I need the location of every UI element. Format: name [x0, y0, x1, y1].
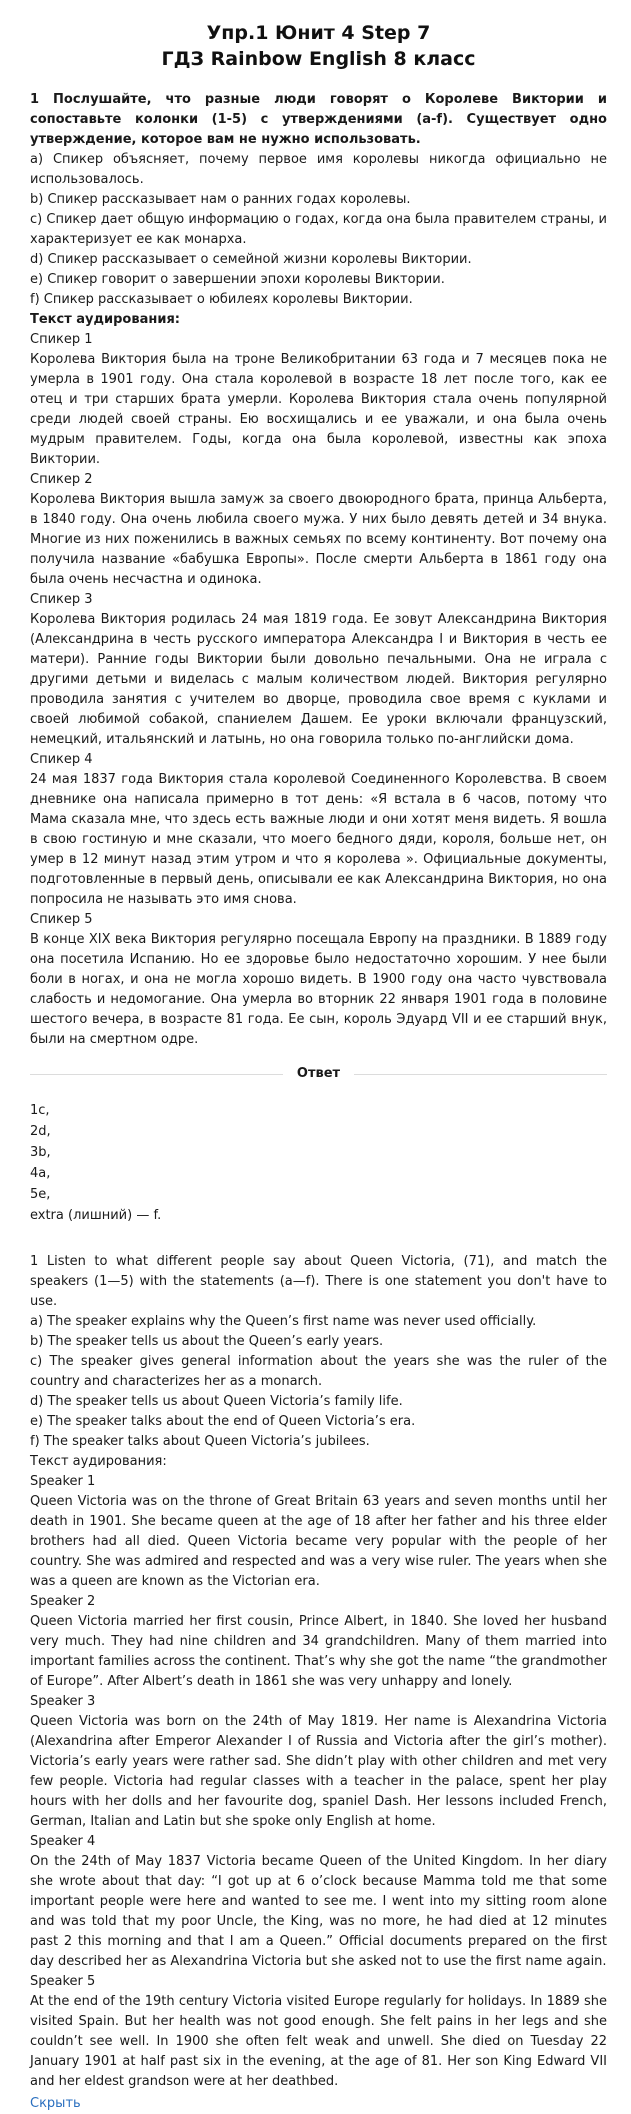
answer-item: 5e,	[30, 1187, 51, 1202]
ru-task: 1 Послушайте, что разные люди говорят о Королеве Виктории и сопоставьте колонки (1-5) с утверждениями (a-f). Существует одно утверждение, которое вам не нужно использовать.	[30, 92, 607, 147]
en-speaker-2-label: Speaker 2	[30, 1594, 96, 1609]
ru-speaker-5-text: В конце XIX века Виктория регулярно посещала Европу на праздники. В 1889 году она посетила Испанию. Но ее здоровье было недостаточно хорошим. У нее были боли в ногах, и она не могла хорошо видеть. В 1900 году она часто чувствовала слабость и недомогание. Она умерла во вторник 22 января 1901 года в половине шестого вечера, в возрасте 81 года. Ее сын, король Эдуард VII и ее старший внук, были на смертном одре.	[30, 932, 607, 1047]
answer-item: 1c,	[30, 1103, 50, 1118]
ru-statement-c: c) Спикер дает общую информацию о годах, когда она была правителем страны, и характеризует ее как монарха.	[30, 212, 607, 247]
ru-speaker-3-label: Спикер 3	[30, 592, 93, 607]
answer-item: 2d,	[30, 1124, 51, 1139]
en-speaker-3-label: Speaker 3	[30, 1694, 96, 1709]
russian-section	[30, 90, 607, 1050]
ru-statement-d: d) Спикер рассказывает о семейной жизни королевы Виктории.	[30, 252, 472, 267]
en-statement-d: d) The speaker tells us about Queen Victoria’s family life.	[30, 1394, 403, 1409]
answer-divider	[30, 1064, 607, 1084]
page-title	[30, 20, 607, 72]
ru-speaker-3-text: Королева Виктория родилась 24 мая 1819 года. Ее зовут Александрина Виктория (Александрина в честь русского императора Александра I и Виктория в честь ее матери). Ранние годы Виктории были довольно печальными. Она не играла с другими детьми и виделась с малым количеством людей. Виктория регулярно проводила занятия с учителем во дворце, проводила свое время с куклами и своей любимой собакой, спаниелем Дашем. Ее уроки включали французский, немецкий, итальянский и латынь, но она говорила только по-английски дома.	[30, 612, 607, 747]
ru-speaker-4-label: Спикер 4	[30, 752, 93, 767]
en-statement-f: f) The speaker talks about Queen Victoria’s jubilees.	[30, 1434, 370, 1449]
answer-label: Ответ	[296, 1066, 341, 1081]
en-statement-c: c) The speaker gives general information about the years she was the ruler of the country and characterizes her as a monarch.	[30, 1354, 607, 1389]
en-audio-heading: Текст аудирования:	[30, 1454, 167, 1469]
divider-line-left	[30, 1074, 283, 1075]
title-line-2: ГДЗ Rainbow English 8 класс	[161, 48, 476, 70]
divider-line-right	[354, 1074, 607, 1075]
answer-item: 3b,	[30, 1145, 51, 1160]
ru-speaker-1-text: Королева Виктория была на троне Великобритании 63 года и 7 месяцев пока не умерла в 1901 году. Она стала королевой в возрасте 18 лет после того, как ее отец и три старших брата умерли. Королева Виктория стала очень популярной среди людей своей страны. Ею восхищались и ее уважали, и она была очень мудрым правителем. Годы, когда она была королевой, известны как эпоха Виктории.	[30, 352, 607, 467]
ru-statement-b: b) Спикер рассказывает нам о ранних годах королевы.	[30, 192, 411, 207]
answer-item: 4a,	[30, 1166, 51, 1181]
en-speaker-5-text: At the end of the 19th century Victoria visited Europe regularly for holidays. In 1889 she visited Spain. But her health was not good enough. She felt pains in her legs and she couldn’t see well. In 1900 she often felt weak and unwell. She died on Tuesday 22 January 1901 at half past six in the evening, at the age of 81. Her son King Edward VII and her eldest grandson were at her deathbed.	[30, 1994, 607, 2089]
en-speaker-1-text: Queen Victoria was on the throne of Great Britain 63 years and seven months until her death in 1901. She became queen at the age of 18 after her father and his three elder brothers had all died. Queen Victoria became very popular with the people of her country. She was admired and respected and was a very wise ruler. The years when she was a queen are known as the Victorian era.	[30, 1494, 607, 1589]
en-speaker-4-label: Speaker 4	[30, 1834, 96, 1849]
english-section	[30, 1252, 607, 2092]
ru-audio-heading: Текст аудирования:	[30, 312, 181, 327]
ru-statement-f: f) Спикер рассказывает о юбилеях королевы Виктории.	[30, 292, 413, 307]
answer-list	[30, 1100, 607, 1226]
en-speaker-5-label: Speaker 5	[30, 1974, 96, 1989]
ru-speaker-1-label: Спикер 1	[30, 332, 93, 347]
en-speaker-4-text: On the 24th of May 1837 Victoria became Queen of the United Kingdom. In her diary she wrote about that day: “I got up at 6 o’clock because Mamma told me that some important people were here and wanted to see me. I went into my sitting room alone and was told that my poor Uncle, the King, was no more, he had died at 12 minutes past 2 this morning and that I am a Queen.” Official documents prepared on the first day described her as Alexandrina Victoria but she asked not to use the first name again.	[30, 1854, 607, 1969]
ru-speaker-2-text: Королева Виктория вышла замуж за своего двоюродного брата, принца Альберта, в 1840 году. Она очень любила своего мужа. У них было девять детей и 34 внука. Многие из них поженились в важных семьях по всему континенту. Вот почему она получила название «бабушка Европы». После смерти Альберта в 1861 году она была очень несчастна и одинока.	[30, 492, 607, 587]
ru-statement-e: e) Спикер говорит о завершении эпохи королевы Виктории.	[30, 272, 445, 287]
en-statement-e: e) The speaker talks about the end of Queen Victoria’s era.	[30, 1414, 416, 1429]
en-speaker-3-text: Queen Victoria was born on the 24th of May 1819. Her name is Alexandrina Victoria (Alexandrina after Emperor Alexander I of Russia and Victoria after the girl’s mother). Victoria’s early years were rather sad. She didn’t play with other children and met very few people. Victoria had regular classes with a teacher in the palace, spent her play hours with her dolls and her favourite dog, spaniel Dash. Her lessons included French, German, Italian and Latin but she spoke only English at home.	[30, 1714, 607, 1829]
en-speaker-1-label: Speaker 1	[30, 1474, 96, 1489]
answer-item: extra (лишний) — f.	[30, 1208, 162, 1223]
hide-link[interactable]: Скрыть	[30, 2096, 81, 2111]
en-speaker-2-text: Queen Victoria married her first cousin, Prince Albert, in 1840. She loved her husband very much. They had nine children and 34 grandchildren. Many of them married into important families across the continent. That’s why she got the name “the grandmother of Europe”. After Albert’s death in 1861 she was very unhappy and lonely.	[30, 1614, 607, 1689]
ru-statement-a: a) Спикер объясняет, почему первое имя королевы никогда официально не использовалось.	[30, 152, 607, 187]
en-task: 1 Listen to what different people say about Queen Victoria, (71), and match the speakers (1—5) with the statements (a—f). There is one statement you don't have to use.	[30, 1254, 607, 1309]
ru-speaker-5-label: Спикер 5	[30, 912, 93, 927]
ru-speaker-2-label: Спикер 2	[30, 472, 93, 487]
ru-speaker-4-text: 24 мая 1837 года Виктория стала королевой Соединенного Королевства. В своем дневнике она написала примерно в тот день: «Я встала в 6 часов, потому что Мама сказала мне, что здесь есть важные люди и они хотят меня видеть. Я вошла в свою гостиную и мне сказали, что моего бедного дяди, короля, больше нет, он умер в 12 минут назад этим утром и что я королева ». Официальные документы, подготовленные в первый день, описывали ее как Александрина Виктория, но она попросила не называть это имя снова.	[30, 772, 607, 907]
en-statement-b: b) The speaker tells us about the Queen’s early years.	[30, 1334, 384, 1349]
title-line-1: Упр.1 Юнит 4 Step 7	[206, 22, 431, 44]
en-statement-a: a) The speaker explains why the Queen’s first name was never used officially.	[30, 1314, 537, 1329]
